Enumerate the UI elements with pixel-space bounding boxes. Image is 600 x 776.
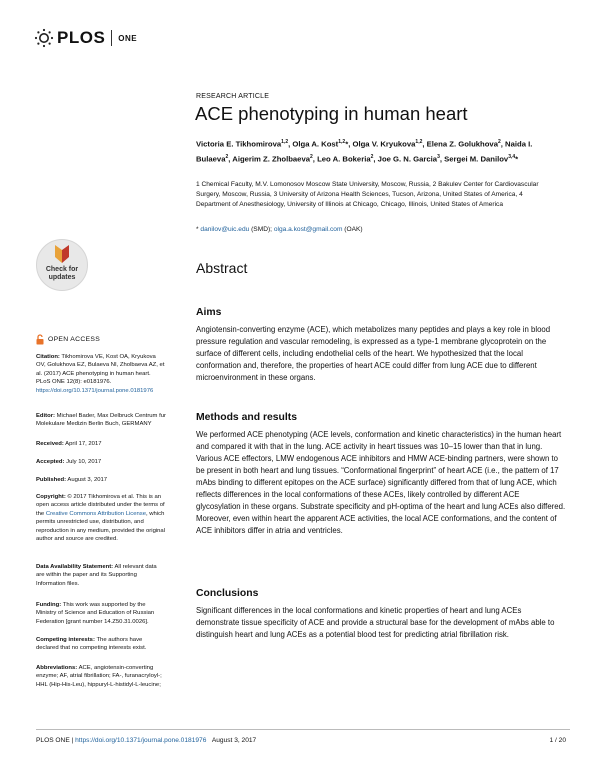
bookmark-icon [50,245,74,263]
copyright: Copyright: © 2017 Tikhomirova et al. This is an open access article distributed under the terms of the Creative Commons Attribution License, which permits unrestricted use, distribution, and reproduction in any medium, provided the original author and source are credited. [36,494,166,543]
logo-divider [111,30,112,46]
page-footer: PLOS ONE | https://doi.org/10.1371/journal.pone.0181976 August 3, 2017 1 / 20 [36,737,566,744]
methods-heading: Methods and results [196,412,298,423]
email-link-kost[interactable]: olga.a.kost@gmail.com [273,226,343,233]
plos-logo-icon [34,28,54,48]
footer-rule [36,729,570,730]
email-link-danilov[interactable]: danilov@uic.edu [200,226,250,233]
plos-wordmark: PLOS [57,28,106,47]
aims-heading: Aims [196,307,222,318]
data-availability: Data Availability Statement: All relevant data are within the paper and its Supporting Information files. [36,564,157,587]
aims-text: Angiotensin-converting enzyme (ACE), which metabolizes many peptides and plays a key role in blood pressure regulation and vascular remodeling, is expressed as a type-1 membrane glycoprotein on the surface of different cells, including endothelial cells of the heart. We hypothesized that the local conformation and, therefore, the properties of heart ACE could differ from lung ACE due to different microenvironment in these organs. [196,325,551,382]
editor: Editor: Michael Bader, Max Delbruck Centrum fur Molekulare Medizin Berlin Buch, GERMANY [36,413,166,428]
affiliations: 1 Chemical Faculty, M.V. Lomonosov Moscow State University, Moscow, Russia, 2 Bakulev Center for Cardiovascular Surgery, Moscow, Russia, 3 University of Arizona Health Sciences, Tucson, Arizona, United States of America, 4 Department of Anesthesiology, University of Illinois at Chicago, Chicago, Illinois, United States of America [196,181,539,208]
cc-license-link[interactable]: Creative Commons Attribution License [45,510,147,517]
open-lock-icon [36,334,44,345]
check-for-updates-label: Check for [45,266,79,273]
accepted-date: Accepted: July 10, 2017 [36,459,102,465]
methods-text: We performed ACE phenotyping (ACE levels, conformation and kinetic characteristics) in the human heart and compared it with that in the lung. ACE activity in heart tissues was 10–15 lower than that in lung. Various ACE effectors, LMW endogenous ACE inhibitors and HMW ACE-binding partners, were shown to be present in both heart and lung tissues. “Conformational fingerprint” of heart ACE (i.e., the pattern of 17 mAbs binding to different epitopes on the ACE surface) significantly differed from that of lung ACE, which reflects differences in the local conformations of these ACEs, likely controlled by different ACE glycosylation in these organs. Substrate specificity and pH-optima of the heart and lung ACEs also differed. Moreover, even within heart the apparent ACE activities, the local ACE conformations, and the content of ACE inhibitors differ in atria and ventricles. [196,430,566,535]
footer-doi-link[interactable]: https://doi.org/10.1371/journal.pone.0181976 [75,737,207,744]
abstract-heading: Abstract [196,260,248,276]
funding: Funding: This work was supported by the Ministry of Science and Education of Russian Federation [grant number 14.Z50.31.0026]. [36,602,155,625]
correspondence: * danilov@uic.edu (SMD); olga.a.kost@gmail.com (OAK) [196,226,363,233]
page-number: 1 / 20 [549,737,566,744]
plos-one-logo[interactable] [34,28,137,48]
open-access-badge: OPEN ACCESS [36,334,100,345]
abbreviations: Abbreviations: ACE, angiotensin-converting enzyme; AF, atrial fibrillation; FA-, furanacryloyl-; HHL (Hip-His-Leu), hippuryl-L-histidyl-L-leucine; [36,665,162,688]
author-list: Victoria E. Tikhomirova$^{1,2}$, Olga A. Kost$^{1,2}$*, Olga V. Kryukova$^{1,2}$, Elena Z. Golukhova$^2$, Naida I. Bulaeva$^2$, Aigerim Z. Zholbaeva$^2$, Leo A. Bokeria$^2$, Joe G. N. Garcia$^3$, Sergei M. Danilov$^{3,4}$* [196,139,533,164]
article-title: ACE phenotyping in human heart [195,103,468,124]
competing-interests: Competing interests: The authors have declared that no competing interests exist. [36,637,147,652]
citation: Citation: Tikhomirova VE, Kost OA, Kryukova OV, Golukhova EZ, Bulaeva NI, Zholbaeva AZ, et al. (2017) ACE phenotyping in human heart. PLoS ONE 12(8): e0181976. https://doi.org/10.1371/journal.pone.0181976 [36,354,165,394]
article-type: RESEARCH ARTICLE [196,93,270,100]
journal-name: ONE [118,33,138,43]
footer-date: August 3, 2017 [211,737,257,744]
conclusions-text: Significant differences in the local conformations and kinetic properties of heart and lung ACEs demonstrate tissue specificity of ACE and provide a structural base for the development of mAbs able to distinguish heart and lung ACEs as a potential blood test for predicting atrial fibrillation risk. [196,606,555,639]
footer-journal: PLOS ONE [36,737,70,744]
check-for-updates-label-2: updates [48,274,76,281]
conclusions-heading: Conclusions [196,588,259,599]
published-date: Published: August 3, 2017 [36,477,108,483]
citation-doi-link[interactable]: https://doi.org/10.1371/journal.pone.0181976 [36,387,154,394]
received-date: Received: April 17, 2017 [36,441,102,447]
check-for-updates-badge[interactable] [36,239,88,291]
